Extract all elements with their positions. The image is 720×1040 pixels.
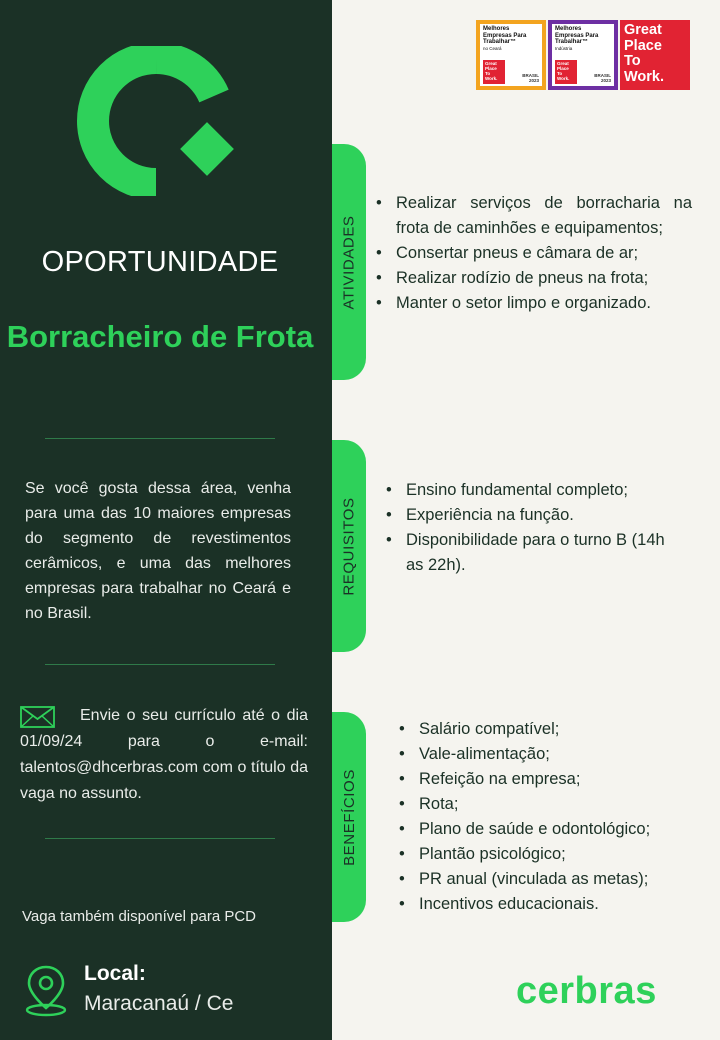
gptw-line: Place <box>624 37 662 54</box>
page-heading: OPORTUNIDADE <box>41 246 279 278</box>
award-badge-industria: Melhores Empresas Para Trabalhar™ Indústria Great Place To Work. BRASIL 2023 <box>548 20 618 90</box>
map-pin-icon <box>24 964 68 1018</box>
list-item: • PR anual (vinculada as metas); <box>399 867 699 892</box>
badge-title: Melhores Empresas Para Trabalhar <box>483 26 527 46</box>
location-value: Maracanaú / Ce <box>84 992 234 1015</box>
award-badge-ceara: Melhores Empresas Para Trabalhar™ no Ceará Great Place To Work. BRASIL 2023 <box>476 20 546 90</box>
job-title: Borracheiro de Frota <box>6 319 314 354</box>
list-item: • Realizar rodízio de pneus na frota; <box>376 266 692 291</box>
divider <box>45 438 275 439</box>
list-item: • Plantão psicológico; <box>399 842 699 867</box>
gptw-line: To <box>624 53 641 69</box>
application-instructions: Envie o seu currículo até o dia 01/09/24 para o e-mail: talentos@dhcerbras.com com o título da vaga no assunto. <box>20 707 308 802</box>
pcd-note: Vaga também disponível para PCD <box>22 908 257 925</box>
list-item: • Plano de saúde e odontológico; <box>399 817 699 842</box>
badge-year: 2023 <box>600 78 611 83</box>
cerbras-c-logo-icon <box>76 46 236 196</box>
list-item: • Refeição na empresa; <box>399 767 699 792</box>
badge-year: 2023 <box>528 78 539 83</box>
list-item: • Ensino fundamental completo; <box>386 478 676 503</box>
badge-country: BRASIL <box>522 73 539 78</box>
tab-benefits <box>332 712 366 922</box>
cerbras-wordmark: cerbras <box>516 970 657 1012</box>
tab-benefits-label: BENEFÍCIOS <box>340 768 358 866</box>
badge-country: BRASIL <box>594 73 611 78</box>
badge-mini-logo: Great Place To Work. <box>555 60 577 84</box>
list-item: • Manter o setor limpo e organizado. <box>376 291 692 316</box>
gptw-line: Great <box>624 22 662 38</box>
tab-activities-label: ATIVIDADES <box>340 214 358 310</box>
list-item: • Vale-alimentação; <box>399 742 699 767</box>
divider <box>45 664 275 665</box>
activities-list <box>376 191 692 316</box>
list-item: • Disponibilidade para o turno B (14h as 22h). <box>386 528 676 578</box>
list-item: • Incentivos educacionais. <box>399 892 699 917</box>
tab-activities <box>332 144 366 380</box>
awards-badges <box>476 20 690 90</box>
great-place-to-work-badge <box>620 20 690 90</box>
location-label: Local: <box>84 962 146 985</box>
tab-requirements-label: REQUISITOS <box>340 496 358 596</box>
requirements-list <box>386 478 676 578</box>
tab-requirements <box>332 440 366 652</box>
list-item: • Consertar pneus e câmara de ar; <box>376 241 692 266</box>
list-item: • Realizar serviços de borracharia na frota de caminhões e equipamentos; <box>376 191 692 241</box>
list-item: • Salário compatível; <box>399 717 699 742</box>
list-item: • Rota; <box>399 792 699 817</box>
badge-subtitle: no Ceará <box>483 45 502 51</box>
badge-subtitle: Indústria <box>555 45 573 51</box>
list-item: • Experiência na função. <box>386 503 676 528</box>
gptw-line: Work. <box>624 68 665 85</box>
badge-title: Melhores Empresas Para Trabalhar <box>555 26 599 46</box>
benefits-list <box>399 717 699 917</box>
badge-mini-logo: Great Place To Work. <box>483 60 505 84</box>
divider <box>45 838 275 839</box>
intro-text: Se você gosta dessa área, venha para uma das 10 maiores empresas do segmento de revestimentos cerâmicos, e uma das melhores empresas para trabalhar no Ceará e no Brasil. <box>25 480 291 622</box>
